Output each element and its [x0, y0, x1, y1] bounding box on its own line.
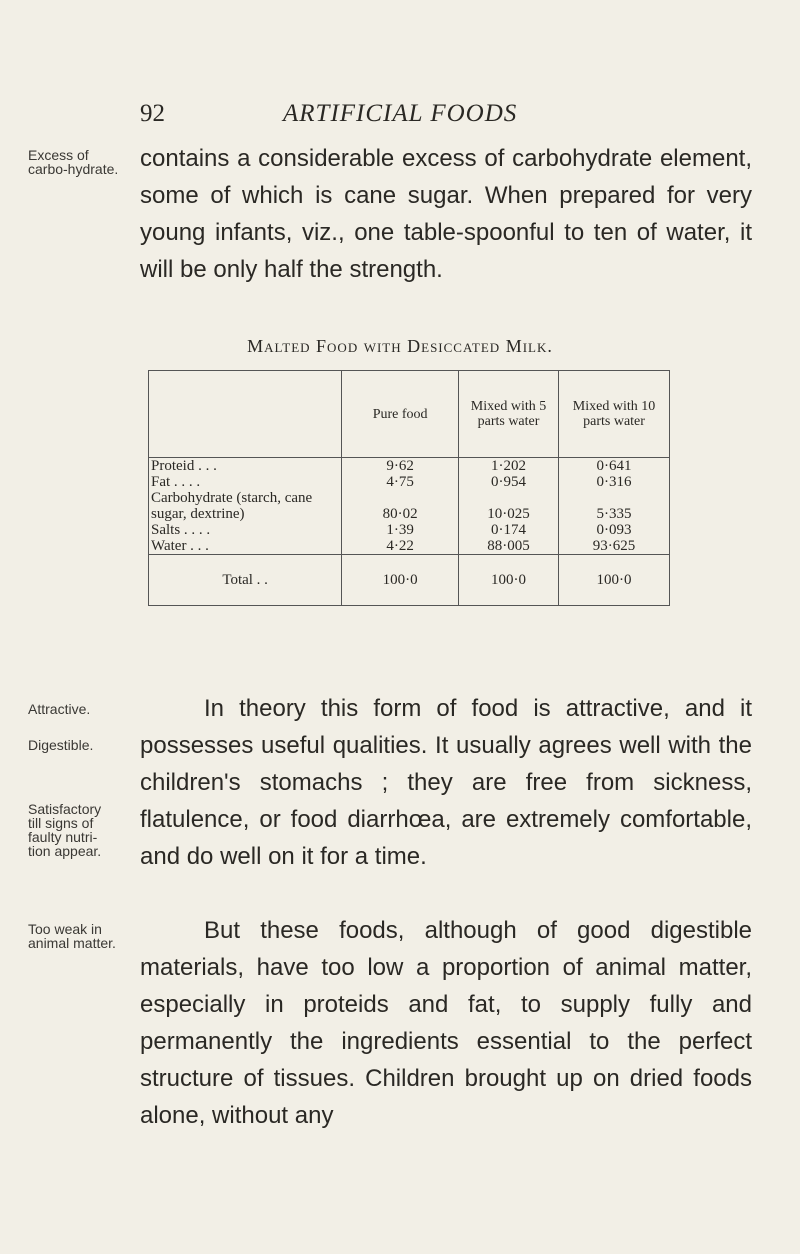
label-salts: Salts . . . . — [151, 522, 211, 538]
margin-note-too-weak: Too weak in animal matter. — [28, 921, 116, 951]
header-label-cell — [149, 371, 342, 458]
pure-food-values — [342, 458, 459, 555]
value-mix10-water: 93·625 — [592, 538, 636, 554]
total-mix10: 100·0 — [559, 555, 670, 606]
margin-note-excess: Excess of carbo-hydrate. — [28, 147, 119, 177]
value-mix5-water: 88·005 — [487, 538, 530, 554]
total-label: Total . . — [149, 555, 342, 606]
value-mix10-fat: 0·316 — [596, 474, 632, 490]
value-mix5-fat: 0·954 — [491, 474, 527, 490]
table-header-row — [149, 371, 670, 458]
value-mix5-proteid: 1·202 — [491, 458, 527, 474]
total-pure: 100·0 — [342, 555, 459, 606]
value-mix5-carbohydrate: 10·025 — [487, 506, 530, 522]
mixed-5-values — [458, 458, 558, 555]
table-title: Malted Food with Desiccated Milk. — [247, 336, 553, 356]
row-labels — [149, 458, 342, 555]
total-mix5: 100·0 — [458, 555, 558, 606]
margin-note-digestible: Digestible. — [28, 737, 94, 753]
mixed-10-values — [559, 458, 670, 555]
header-mixed-5: Mixed with 5 parts water — [458, 371, 558, 458]
value-pure-water: 4·22 — [386, 538, 414, 554]
value-mix10-carbohydrate: 5·335 — [596, 506, 632, 522]
value-mix5-salts: 0·174 — [491, 522, 527, 538]
paragraph-1: contains a considerable excess of carbohydrate element, some of which is cane sugar. When prepared for very young infants, viz., one table-spoonful to ten of water, it will be only half the strength. — [140, 145, 752, 283]
running-title: ARTIFICIAL FOODS — [283, 100, 518, 127]
value-mix10-proteid: 0·641 — [596, 458, 632, 474]
paragraph-3: But these foods, although of good digestible materials, have too low a proportion of animal matter, especially in proteids and fat, to supply fully and permanently the ingredients essential to the perfect structure of tissues. Children brought up on dried foods alone, without any — [140, 917, 752, 1129]
value-pure-carbohydrate: 80·02 — [382, 506, 418, 522]
margin-note-satisfactory: Satisfactory till signs of faulty nutri-tion appear. — [28, 801, 102, 859]
total-row — [149, 555, 670, 606]
header-pure-food: Pure food — [342, 371, 459, 458]
label-water: Water . . . — [151, 538, 209, 554]
table-body-row — [149, 458, 670, 555]
value-pure-proteid: 9·62 — [386, 458, 414, 474]
value-pure-fat: 4·75 — [386, 474, 414, 490]
value-mix10-salts: 0·093 — [596, 522, 632, 538]
header-mixed-10: Mixed with 10 parts water — [559, 371, 670, 458]
page-number: 92 — [140, 100, 165, 127]
value-pure-salts: 1·39 — [386, 522, 414, 538]
margin-note-attractive: Attractive. — [28, 701, 91, 717]
paragraph-2: In theory this form of food is attractive, and it possesses useful qualities. It usually agrees well with the children's stomachs ; they are free from sickness, flatulence, or food diarrhœa, are extremely comfortable, and do well on it for a time. — [140, 695, 752, 870]
label-carbohydrate: Carbohydrate (starch, cane sugar, dextrine) — [151, 490, 313, 522]
label-proteid: Proteid . . . — [151, 458, 217, 474]
label-fat: Fat . . . . — [151, 474, 201, 490]
composition-table — [148, 370, 670, 606]
